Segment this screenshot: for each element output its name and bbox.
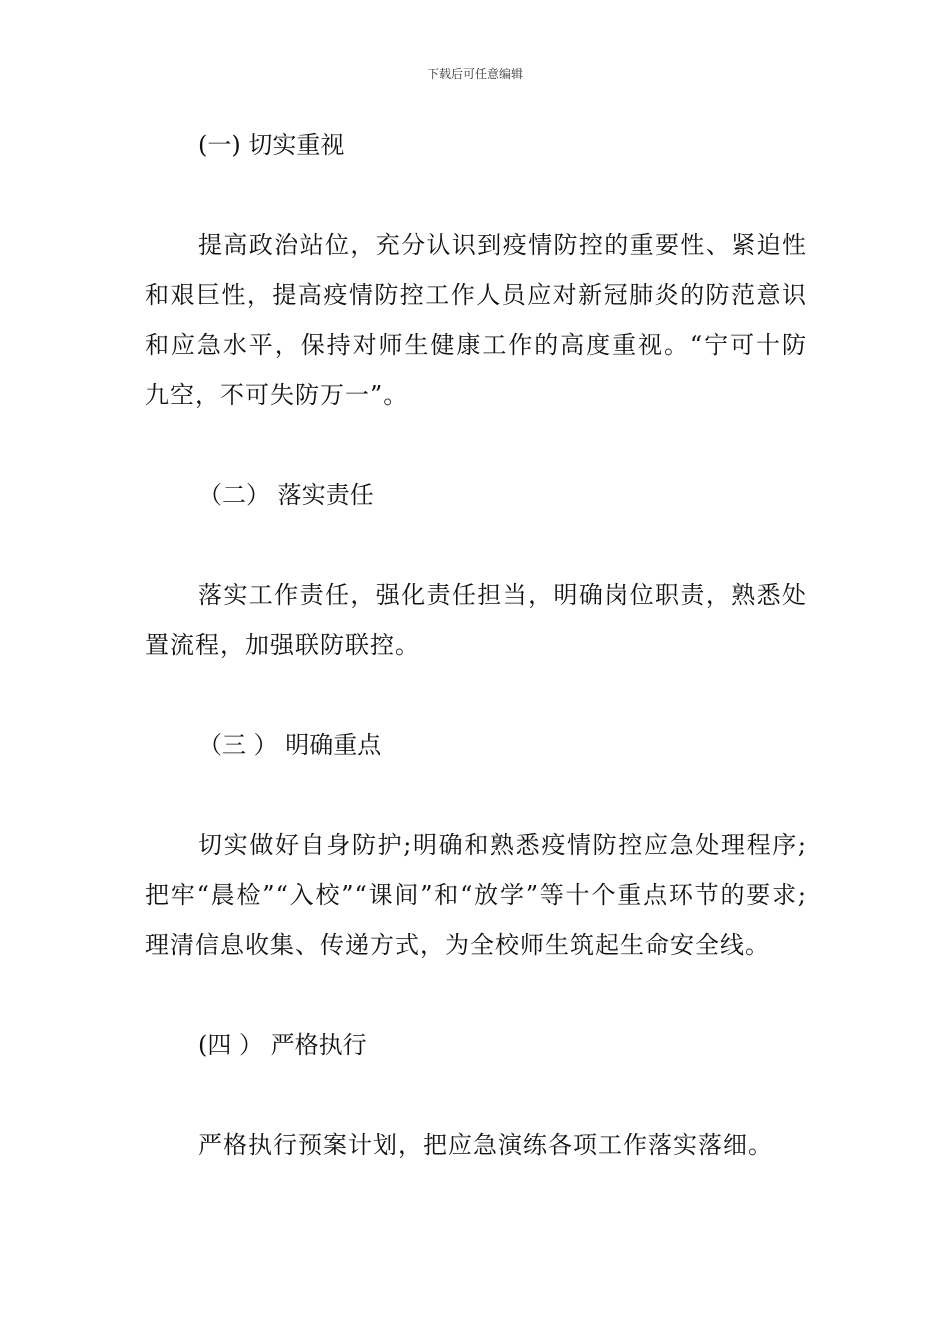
section-paragraph-1: 提高政治站位，充分认识到疫情防控的重要性、紧迫性和艰巨性，提高疫情防控工作人员应对新冠肺炎的防范意识和应急水平，保持对师生健康工作的高度重视。“宁可十防九空，不可失防万一”。 xyxy=(145,231,807,409)
section-paragraph-2: 落实工作责任，强化责任担当，明确岗位职责，熟悉处置流程，加强联防联控。 xyxy=(145,581,807,659)
header-note: 下载后可任意编辑 xyxy=(426,67,523,81)
spacer xyxy=(145,520,807,570)
document-body xyxy=(145,120,807,1170)
section-paragraph-3: 切实做好自身防护;明确和熟悉疫情防控应急处理程序;把牢“晨检”“入校”“课间”和“放学”等十个重点环节的要求;理清信息收集、传递方式，为全校师生筑起生命安全线。 xyxy=(145,831,807,959)
section-heading-1: (一) 切实重视 xyxy=(198,131,345,159)
section-heading-4: (四 ） 严格执行 xyxy=(198,1031,367,1059)
spacer xyxy=(145,770,807,820)
spacer xyxy=(145,420,807,470)
spacer xyxy=(145,170,807,220)
spacer xyxy=(145,670,807,720)
section-heading-3: （三 ） 明确重点 xyxy=(198,731,382,759)
section-paragraph-4: 严格执行预案计划，把应急演练各项工作落实落细。 xyxy=(198,1131,773,1159)
spacer xyxy=(145,1070,807,1120)
spacer xyxy=(145,970,807,1020)
section-heading-2: （二） 落实责任 xyxy=(198,481,374,509)
